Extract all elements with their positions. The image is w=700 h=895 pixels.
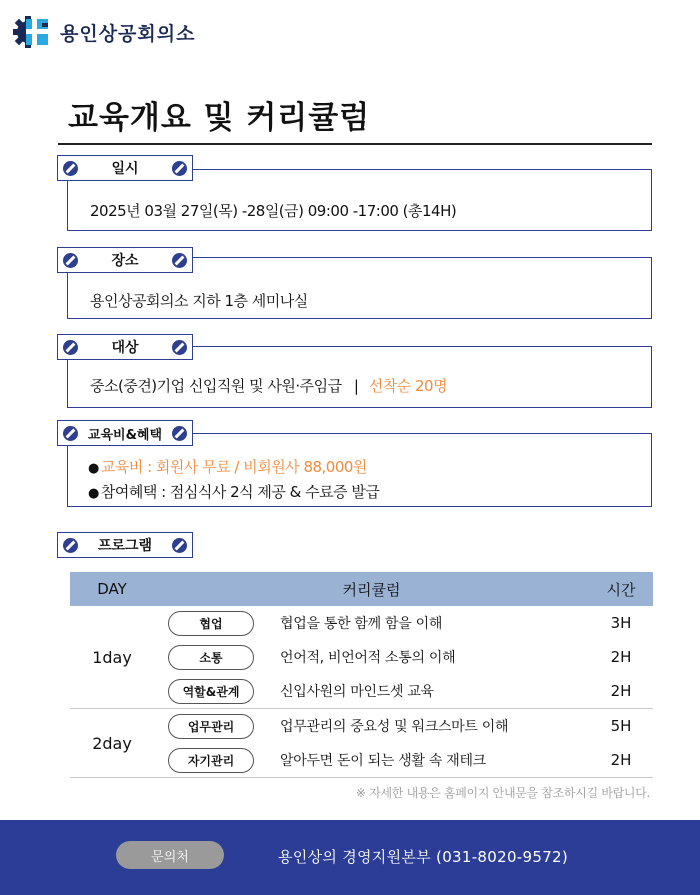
- org-logo[interactable]: [12, 14, 195, 50]
- topic-hours: 3H: [610, 614, 632, 632]
- topic-hours: 2H: [610, 682, 632, 700]
- schedule-text: 2025년 03월 27일(목) -28일(금) 09:00 -17:00 (총14H): [90, 202, 457, 220]
- table-row: [168, 640, 653, 674]
- target-separator: |: [353, 377, 359, 395]
- topic-tag: 자기관리: [168, 748, 254, 773]
- slash-circle-icon: [63, 340, 78, 355]
- title-divider: [58, 143, 652, 145]
- topic-tag: 역할&관계: [168, 679, 254, 704]
- fee-line-1: [88, 456, 367, 477]
- slash-circle-icon: [172, 161, 187, 176]
- org-name: 용인상공회의소: [60, 22, 196, 45]
- footer-bar: [0, 820, 700, 895]
- topic-description: 협업을 통한 함께 함을 이해: [280, 616, 443, 632]
- slash-circle-icon: [63, 426, 78, 441]
- target-tab: [57, 334, 193, 360]
- topic-tag: 소통: [168, 645, 254, 670]
- table-row: [168, 606, 653, 640]
- topic-description: 신입사원의 마인드셋 교육: [280, 684, 434, 700]
- slash-circle-icon: [172, 538, 187, 553]
- topic-description: 업무관리의 중요성 및 워크스마트 이해: [280, 719, 509, 735]
- fee-label: 교육비&혜택: [87, 427, 163, 443]
- header-time: 시간: [606, 580, 636, 599]
- group-day-label: 1day: [92, 647, 132, 667]
- topic-tag: 협업: [168, 611, 254, 636]
- program-tab: [57, 532, 193, 558]
- day-group-2: [70, 709, 653, 778]
- topic-hours: 2H: [610, 751, 632, 769]
- venue-label: 장소: [111, 253, 139, 269]
- table-row: [168, 743, 653, 777]
- topic-tag: 업무관리: [168, 714, 254, 739]
- bullet-icon: ●: [88, 461, 99, 476]
- slash-circle-icon: [172, 253, 187, 268]
- schedule-tab: [57, 155, 193, 181]
- page-title: 교육개요 및 커리큘럼: [68, 100, 371, 136]
- target-highlight: 선착순 20명: [368, 377, 448, 395]
- contact-button[interactable]: 문의처: [116, 841, 224, 869]
- slash-circle-icon: [63, 253, 78, 268]
- bullet-icon: ●: [88, 486, 99, 501]
- target-text: 중소(중견)기업 신입직원 및 사원·주임급: [90, 377, 342, 395]
- topic-hours: 5H: [610, 717, 632, 735]
- header-curriculum: 커리큘럼: [154, 579, 589, 600]
- header-day: DAY: [97, 580, 127, 598]
- table-row: [168, 674, 653, 708]
- slash-circle-icon: [63, 161, 78, 176]
- program-table: [70, 572, 653, 778]
- venue-tab: [57, 247, 193, 273]
- target-label: 대상: [111, 340, 139, 356]
- contact-info: 용인상의 경영지원본부 (031-8020-9572): [278, 848, 569, 866]
- gear-cross-logo-icon: [12, 14, 52, 50]
- table-header: [70, 572, 653, 606]
- schedule-label: 일시: [111, 161, 139, 177]
- benefit-text: 참여혜택 : 점심식사 2식 제공 & 수료증 발급: [100, 483, 380, 501]
- topic-description: 언어적, 비언어적 소통의 이해: [280, 650, 456, 666]
- venue-text: 용인상공회의소 지하 1층 세미나실: [90, 292, 308, 310]
- table-row: [168, 709, 653, 743]
- topic-description: 알아두면 돈이 되는 생활 속 재테크: [280, 753, 486, 769]
- program-label: 프로그램: [97, 538, 153, 554]
- slash-circle-icon: [172, 426, 187, 441]
- topic-hours: 2H: [610, 648, 632, 666]
- day-group-1: [70, 606, 653, 709]
- slash-circle-icon: [172, 340, 187, 355]
- fee-tab: [57, 420, 193, 446]
- target-text-line: [90, 375, 447, 396]
- fee-text: 교육비 : 회원사 무료 / 비회원사 88,000원: [100, 458, 367, 476]
- slash-circle-icon: [63, 538, 78, 553]
- group-day-label: 2day: [92, 733, 132, 753]
- fee-line-2: [88, 481, 379, 502]
- footnote: ※ 자세한 내용은 홈페이지 안내문을 참조하시길 바랍니다.: [355, 786, 650, 800]
